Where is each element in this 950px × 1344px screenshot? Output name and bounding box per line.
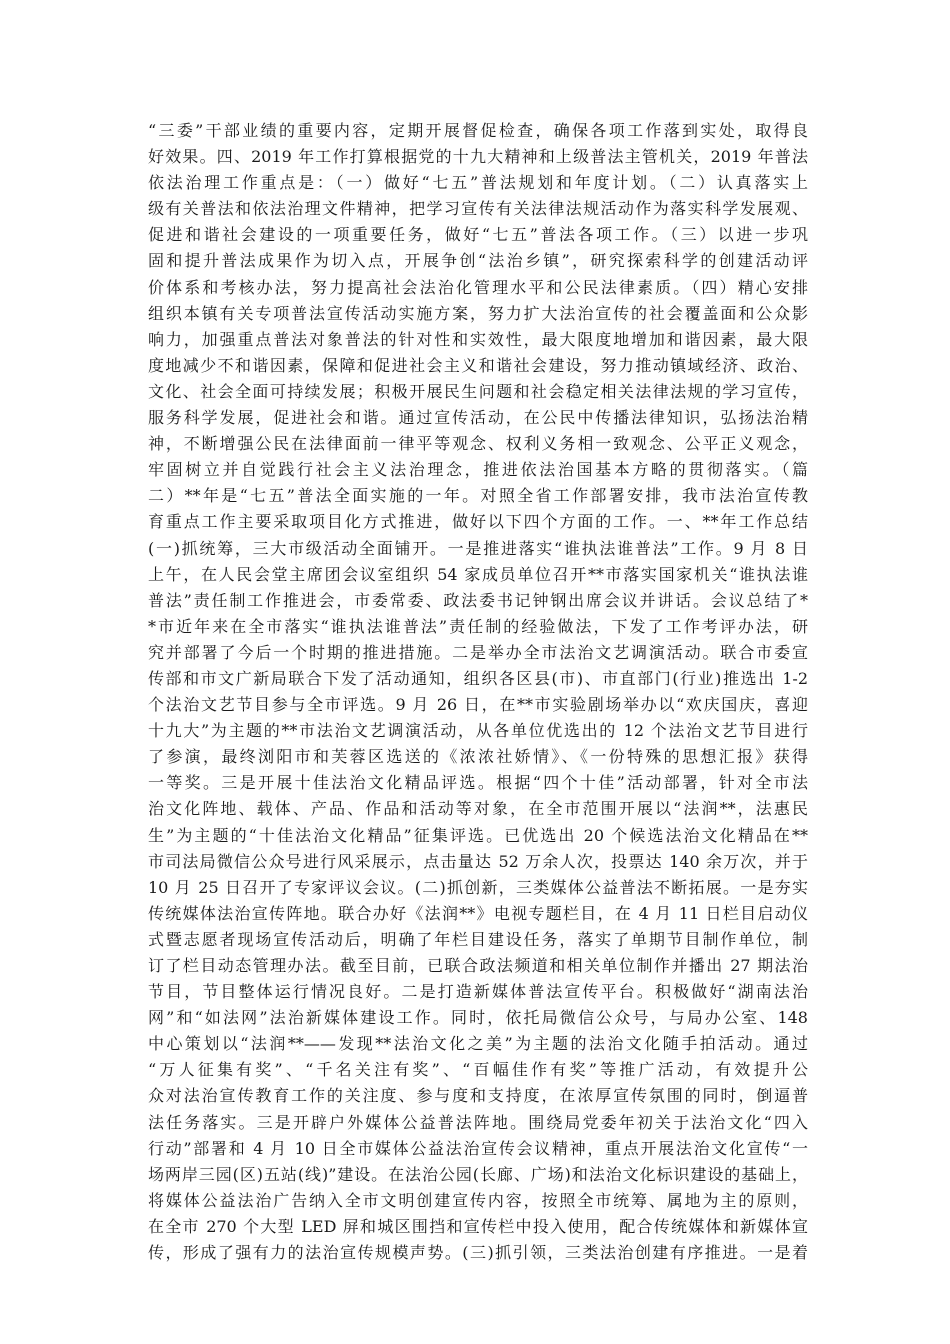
text-line: 网”和“如法网”法治新媒体建设工作。同时，依托局微信公众号，与局办公室、148 [148, 1008, 808, 1028]
text-line: 价体系和考核办法，努力提高社会法治化管理水平和公民法律素质。（四）精心安排 [148, 277, 808, 297]
text-line: 神，不断增强公民在法律面前一律平等观念、权利义务相一致观念、公平正义观念， [148, 434, 808, 454]
text-line: 式暨志愿者现场宣传活动后，明确了年栏目建设任务，落实了单期节目制作单位，制 [148, 929, 808, 949]
text-line: 二）**年是“七五”普法全面实施的一年。对照全省工作部署安排，我市法治宣传教 [148, 486, 808, 506]
text-line: 服务科学发展，促进社会和谐。通过宣传活动，在公民中传播法律知识，弘扬法治精 [148, 408, 808, 428]
text-line: 治文化阵地、载体、产品、作品和活动等对象，在全市范围开展以“法润**，法惠民 [148, 799, 808, 819]
text-line: 众对法治宣传教育工作的关注度、参与度和支持度，在浓厚宣传氛围的同时，倒逼普 [148, 1086, 808, 1106]
text-line: 中心策划以“法润**——发现**法治文化之美”为主题的法治文化随手拍活动。通过 [148, 1034, 808, 1054]
text-line: 市司法局微信公众号进行风采展示，点击量达 52 万余人次，投票达 140 余万次，并于 [148, 851, 808, 871]
text-line: 了参演，最终浏阳市和芙蓉区选送的《浓浓社娇情》、《一份特殊的思想汇报》获得 [148, 747, 808, 767]
text-line: “万人征集有奖”、“千名关注有奖”、“百幅佳作有奖”等推广活动，有效提升公 [148, 1060, 808, 1080]
text-line: 好效果。四、2019 年工作打算根据党的十九大精神和上级普法主管机关，2019 年普法 [148, 147, 808, 167]
text-line: 促进和谐社会建设的一项重要任务，做好“七五”普法各项工作。（三）以进一步巩 [148, 225, 808, 245]
text-line: 订了栏目动态管理办法。截至目前，已联合政法频道和相关单位制作并播出 27 期法治 [148, 956, 808, 975]
text-line: 育重点工作主要采取项目化方式推进，做好以下四个方面的工作。一、**年工作总结 [148, 512, 808, 532]
text-line: 在全市 270 个大型 LED 屏和城区围挡和宣传栏中投入使用，配合传统媒体和新媒体宣 [148, 1216, 808, 1236]
text-line: 场两岸三园(区)五站(线)”建设。在法治公园(长廊、广场)和法治文化标识建设的基础上， [148, 1164, 808, 1184]
text-line: 固和提升普法成果作为切入点，开展争创“法治乡镇”，研究探索科学的创建活动评 [148, 251, 808, 271]
body-text [148, 118, 808, 1266]
text-line: 十九大”为主题的**市法治文艺调演活动，从各单位优选出的 12 个法治文艺节目进行 [148, 721, 808, 741]
text-line: 传统媒体法治宣传阵地。联合办好《法润**》电视专题栏目，在 4 月 11 日栏目启动仪 [148, 903, 808, 923]
text-line: 普法”责任制工作推进会，市委常委、政法委书记钟钢出席会议并讲话。会议总结了* [148, 590, 808, 610]
text-line: 上午，在人民会堂主席团会议室组织 54 家成员单位召开**市落实国家机关“谁执法谁 [148, 564, 808, 584]
text-line: 10 月 25 日召开了专家评议会议。(二)抓创新，三类媒体公益普法不断拓展。一是夯实 [148, 877, 808, 897]
text-line: 响力，加强重点普法对象普法的针对性和实效性，最大限度地增加和谐因素，最大限 [148, 329, 808, 349]
text-line: 个法治文艺节目参与全市评选。9 月 26 日，在**市实验剧场举办以“欢庆国庆，喜迎 [148, 695, 808, 715]
text-line: 度地减少不和谐因素，保障和促进社会主义和谐社会建设，努力推动镇域经济、政治、 [148, 355, 808, 375]
text-line: 法任务落实。三是开辟户外媒体公益普法阵地。围绕局党委年初关于法治文化“四入 [148, 1112, 808, 1132]
text-line: 级有关普法和依法治理文件精神，把学习宣传有关法律法规活动作为落实科学发展观、 [148, 199, 808, 219]
text-line: 将媒体公益法治广告纳入全市文明创建宣传内容，按照全市统筹、属地为主的原则， [148, 1190, 808, 1210]
text-line: 牢固树立并自觉践行社会主义法治理念，推进依法治国基本方略的贯彻落实。（篇 [148, 460, 808, 480]
text-line: 究并部署了今后一个时期的推进措施。二是举办全市法治文艺调演活动。联合市委宣 [148, 642, 808, 662]
text-line: 行动”部署和 4 月 10 日全市媒体公益法治宣传会议精神，重点开展法治文化宣传“一 [148, 1138, 808, 1158]
text-line: 依法治理工作重点是：（一）做好“七五”普法规划和年度计划。（二）认真落实上 [148, 173, 808, 193]
text-line: 组织本镇有关专项普法宣传活动实施方案，努力扩大法治宣传的社会覆盖面和公众影 [148, 303, 808, 323]
text-line: 一等奖。三是开展十佳法治文化精品评选。根据“四个十佳”活动部署，针对全市法 [148, 773, 808, 793]
text-line: 传，形成了强有力的法治宣传规模声势。(三)抓引领，三类法治创建有序推进。一是着 [148, 1243, 808, 1263]
text-line: 节目，节目整体运行情况良好。二是打造新媒体普法宣传平台。积极做好“湖南法治 [148, 982, 808, 1002]
text-line: “三委”干部业绩的重要内容，定期开展督促检查，确保各项工作落到实处，取得良 [148, 121, 808, 140]
text-line: 传部和市文广新局联合下发了活动通知，组织各区县(市)、市直部门(行业)推选出 1-2 [148, 668, 808, 688]
text-line: (一)抓统筹，三大市级活动全面铺开。一是推进落实“谁执法谁普法”工作。9 月 8 日 [148, 538, 808, 558]
text-line: *市近年来在全市落实“谁执法谁普法”责任制的经验做法，下发了工作考评办法，研 [148, 616, 808, 636]
text-line: 文化、社会全面可持续发展；积极开展民生问题和社会稳定相关法律法规的学习宣传， [148, 381, 808, 401]
text-line: 生”为主题的“十佳法治文化精品”征集评选。已优选出 20 个候选法治文化精品在** [148, 825, 808, 845]
